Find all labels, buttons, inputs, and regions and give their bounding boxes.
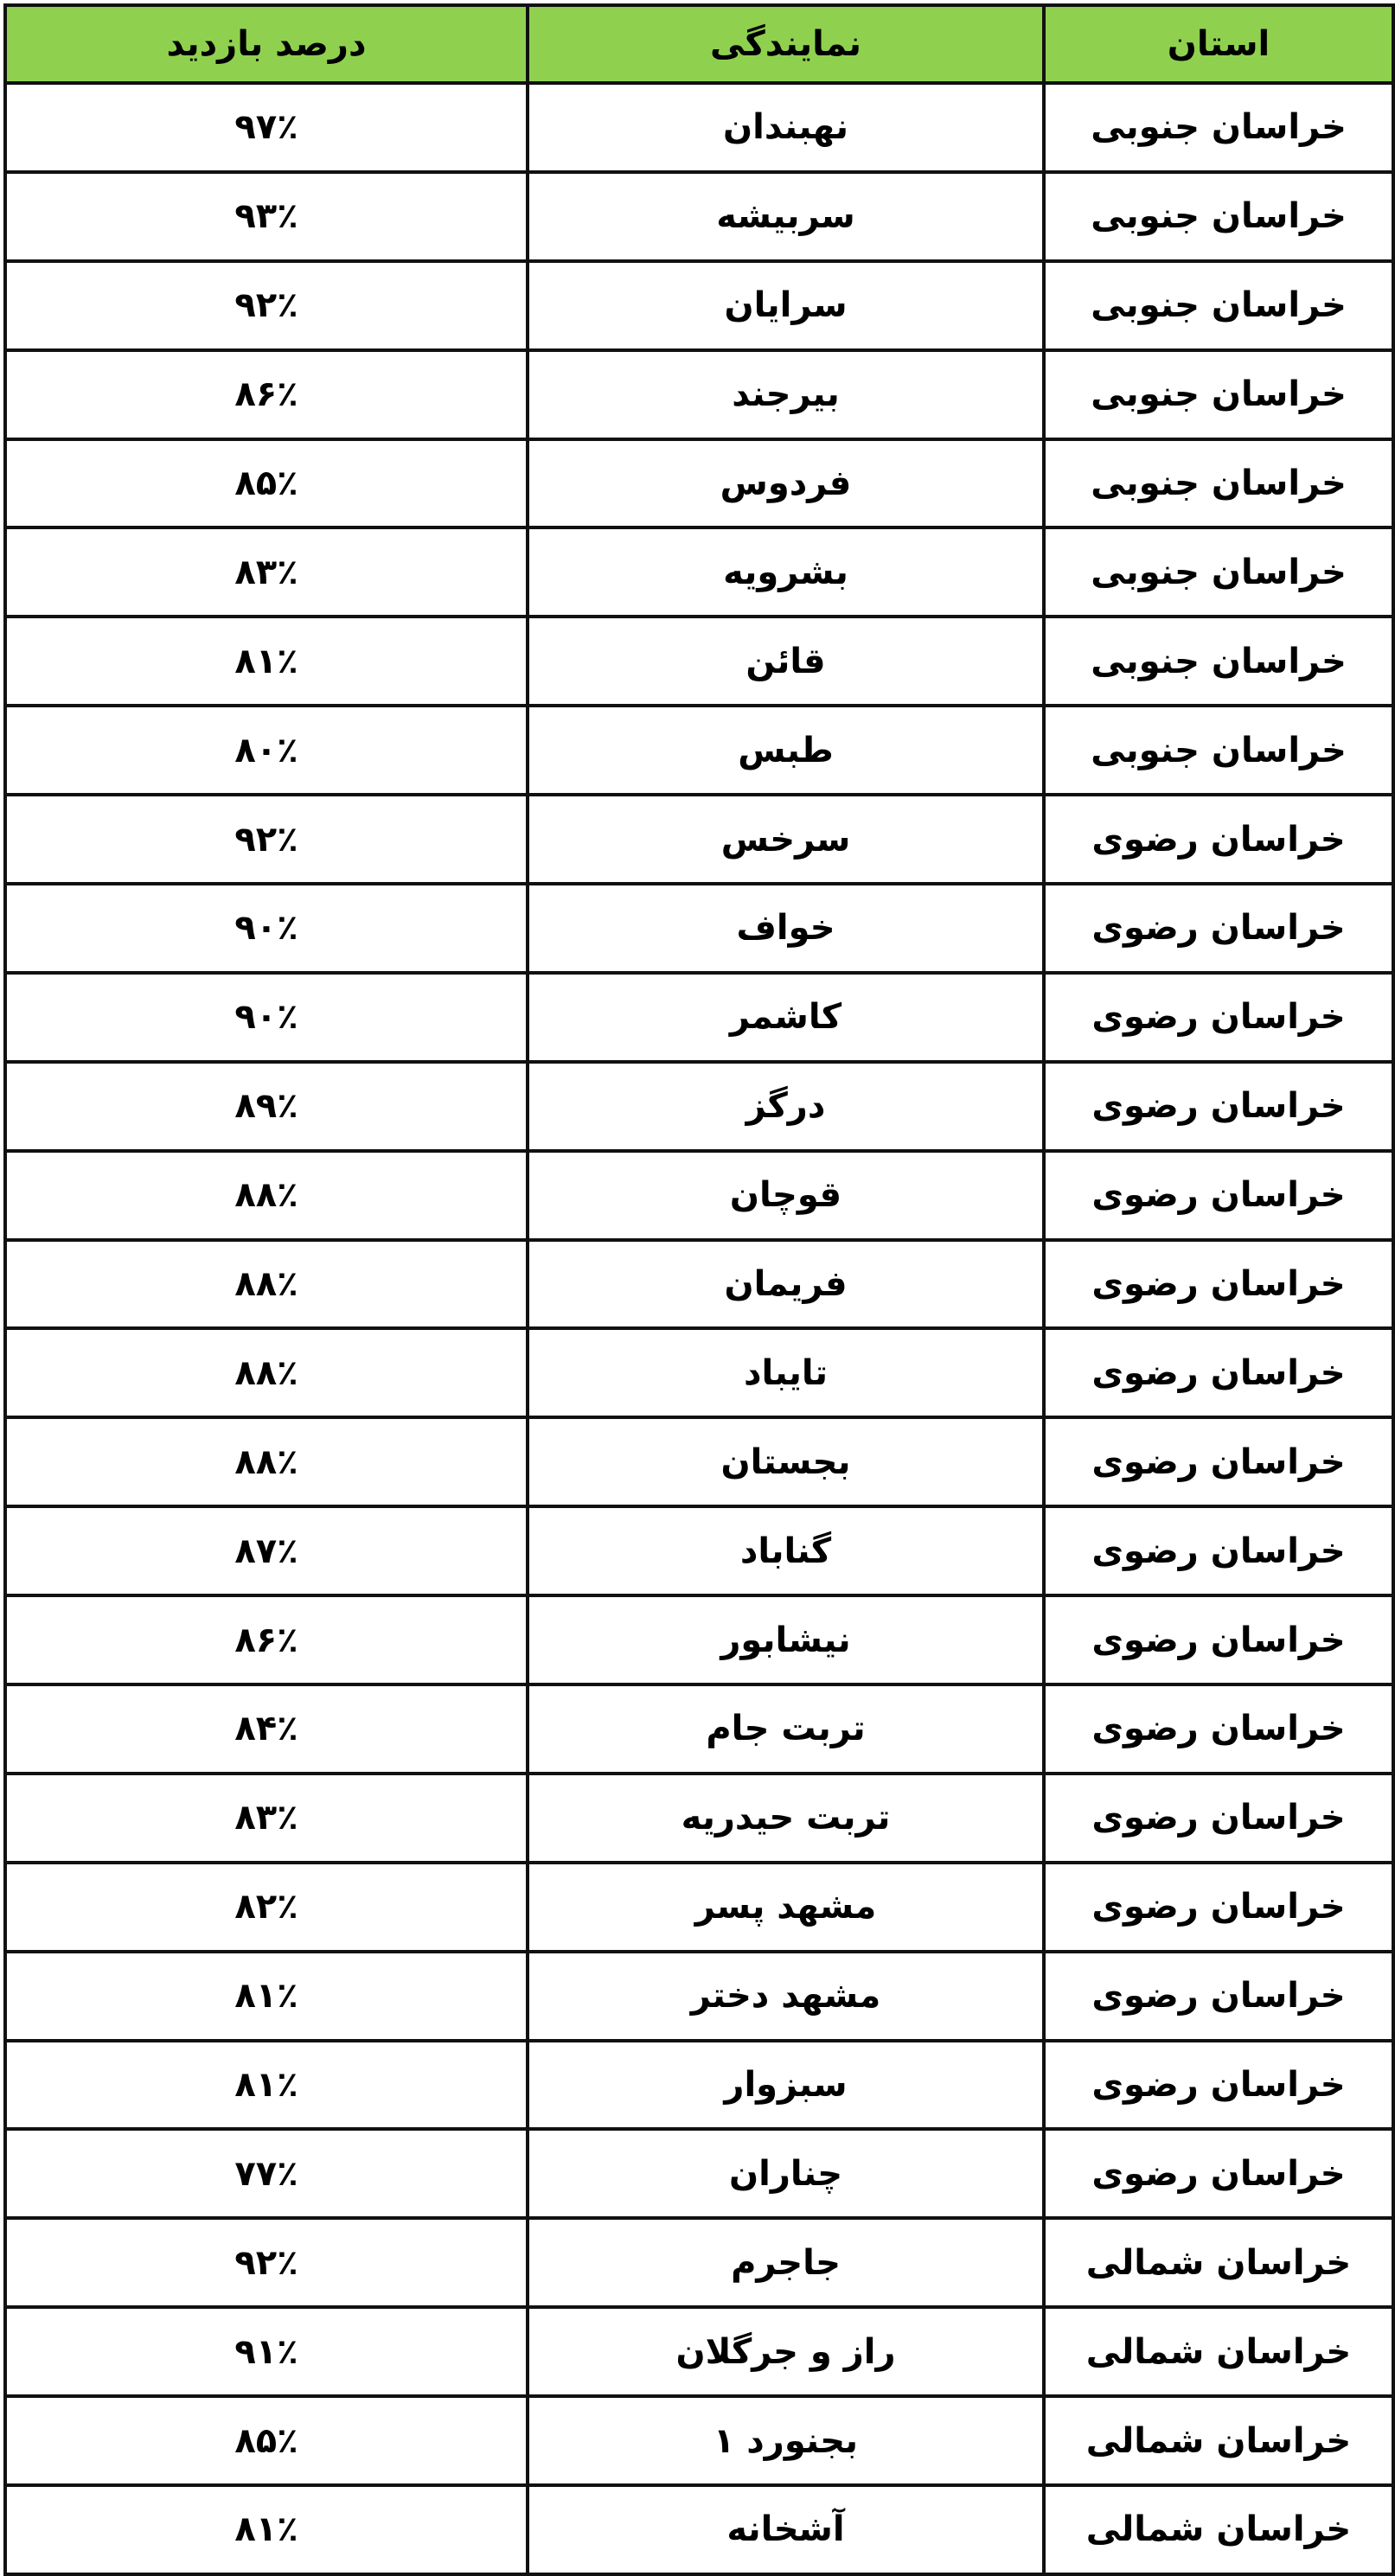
table-row [5, 1506, 1393, 1595]
agency-cell: تربت جام [528, 1684, 1044, 1774]
table-row [5, 973, 1393, 1062]
header-province: استان [1044, 5, 1393, 83]
visit-percent-cell: ۹۰٪ [5, 973, 528, 1062]
province-cell: خراسان جنوبی [1044, 439, 1393, 528]
visit-percent-cell: ۸۷٪ [5, 1506, 528, 1595]
table-row [5, 172, 1393, 261]
table-row [5, 1240, 1393, 1329]
agency-cell: درگز [528, 1062, 1044, 1151]
visit-percentage-sheet [3, 3, 1392, 2572]
table-row [5, 1595, 1393, 1684]
province-cell: خراسان جنوبی [1044, 83, 1393, 172]
visit-percent-cell: ۸۸٪ [5, 1417, 528, 1506]
province-cell: خراسان جنوبی [1044, 706, 1393, 795]
agency-cell: مشهد دختر [528, 1952, 1044, 2041]
province-cell: خراسان جنوبی [1044, 172, 1393, 261]
province-cell: خراسان رضوی [1044, 1328, 1393, 1417]
visit-percent-cell: ۸۶٪ [5, 1595, 528, 1684]
visit-percent-cell: ۸۵٪ [5, 2396, 528, 2485]
table-row [5, 261, 1393, 350]
visit-percent-cell: ۸۳٪ [5, 1774, 528, 1863]
agency-cell: سربیشه [528, 172, 1044, 261]
province-cell: خراسان رضوی [1044, 1506, 1393, 1595]
table-row [5, 2307, 1393, 2396]
visit-percentage-table [3, 3, 1395, 2576]
province-cell: خراسان رضوی [1044, 884, 1393, 973]
agency-cell: قائن [528, 617, 1044, 706]
visit-percent-cell: ۸۴٪ [5, 1684, 528, 1774]
table-row [5, 2485, 1393, 2574]
visit-percent-cell: ۸۱٪ [5, 2485, 528, 2574]
table-row [5, 439, 1393, 528]
visit-percent-cell: ۸۵٪ [5, 439, 528, 528]
table-body [5, 83, 1393, 2574]
agency-cell: سرایان [528, 261, 1044, 350]
visit-percent-cell: ۹۷٪ [5, 83, 528, 172]
province-cell: خراسان جنوبی [1044, 617, 1393, 706]
table-row [5, 350, 1393, 439]
province-cell: خراسان شمالی [1044, 2218, 1393, 2307]
province-cell: خراسان رضوی [1044, 1684, 1393, 1774]
province-cell: خراسان رضوی [1044, 1240, 1393, 1329]
province-cell: خراسان رضوی [1044, 2129, 1393, 2218]
province-cell: خراسان رضوی [1044, 1062, 1393, 1151]
table-row [5, 1863, 1393, 1952]
visit-percent-cell: ۸۸٪ [5, 1151, 528, 1240]
table-row [5, 884, 1393, 973]
agency-cell: خواف [528, 884, 1044, 973]
agency-cell: بیرجند [528, 350, 1044, 439]
agency-cell: سرخس [528, 795, 1044, 884]
visit-percent-cell: ۸۱٪ [5, 617, 528, 706]
agency-cell: نهبندان [528, 83, 1044, 172]
agency-cell: چناران [528, 2129, 1044, 2218]
province-cell: خراسان جنوبی [1044, 261, 1393, 350]
header-row [5, 5, 1393, 83]
agency-cell: مشهد پسر [528, 1863, 1044, 1952]
agency-cell: طبس [528, 706, 1044, 795]
province-cell: خراسان جنوبی [1044, 350, 1393, 439]
agency-cell: سبزوار [528, 2041, 1044, 2130]
visit-percent-cell: ۸۱٪ [5, 2041, 528, 2130]
agency-cell: نیشابور [528, 1595, 1044, 1684]
province-cell: خراسان رضوی [1044, 973, 1393, 1062]
header-percent: درصد بازدید [5, 5, 528, 83]
visit-percent-cell: ۸۸٪ [5, 1240, 528, 1329]
table-row [5, 1684, 1393, 1774]
table-row [5, 2218, 1393, 2307]
visit-percent-cell: ۸۰٪ [5, 706, 528, 795]
agency-cell: بجستان [528, 1417, 1044, 1506]
table-row [5, 1952, 1393, 2041]
province-cell: خراسان شمالی [1044, 2396, 1393, 2485]
agency-cell: تایباد [528, 1328, 1044, 1417]
table-row [5, 2129, 1393, 2218]
province-cell: خراسان رضوی [1044, 1151, 1393, 1240]
table-row [5, 527, 1393, 617]
visit-percent-cell: ۹۲٪ [5, 261, 528, 350]
agency-cell: تربت حیدریه [528, 1774, 1044, 1863]
visit-percent-cell: ۹۲٪ [5, 795, 528, 884]
table-row [5, 1417, 1393, 1506]
province-cell: خراسان رضوی [1044, 1417, 1393, 1506]
table-row [5, 83, 1393, 172]
table-row [5, 1774, 1393, 1863]
agency-cell: جاجرم [528, 2218, 1044, 2307]
province-cell: خراسان رضوی [1044, 795, 1393, 884]
agency-cell: بشرویه [528, 527, 1044, 617]
visit-percent-cell: ۹۱٪ [5, 2307, 528, 2396]
province-cell: خراسان رضوی [1044, 2041, 1393, 2130]
table-row [5, 2041, 1393, 2130]
agency-cell: فریمان [528, 1240, 1044, 1329]
province-cell: خراسان رضوی [1044, 1863, 1393, 1952]
visit-percent-cell: ۸۸٪ [5, 1328, 528, 1417]
table-header [5, 5, 1393, 83]
agency-cell: راز و جرگلان [528, 2307, 1044, 2396]
table-row [5, 617, 1393, 706]
visit-percent-cell: ۹۲٪ [5, 2218, 528, 2307]
visit-percent-cell: ۸۳٪ [5, 527, 528, 617]
visit-percent-cell: ۷۷٪ [5, 2129, 528, 2218]
visit-percent-cell: ۹۳٪ [5, 172, 528, 261]
province-cell: خراسان رضوی [1044, 1595, 1393, 1684]
agency-cell: قوچان [528, 1151, 1044, 1240]
table-row [5, 706, 1393, 795]
agency-cell: گناباد [528, 1506, 1044, 1595]
agency-cell: کاشمر [528, 973, 1044, 1062]
visit-percent-cell: ۹۰٪ [5, 884, 528, 973]
visit-percent-cell: ۸۶٪ [5, 350, 528, 439]
table-row [5, 1151, 1393, 1240]
agency-cell: بجنورد ۱ [528, 2396, 1044, 2485]
visit-percent-cell: ۸۱٪ [5, 1952, 528, 2041]
province-cell: خراسان شمالی [1044, 2307, 1393, 2396]
agency-cell: فردوس [528, 439, 1044, 528]
table-row [5, 2396, 1393, 2485]
visit-percent-cell: ۸۲٪ [5, 1863, 528, 1952]
province-cell: خراسان شمالی [1044, 2485, 1393, 2574]
province-cell: خراسان جنوبی [1044, 527, 1393, 617]
table-row [5, 1328, 1393, 1417]
visit-percent-cell: ۸۹٪ [5, 1062, 528, 1151]
agency-cell: آشخانه [528, 2485, 1044, 2574]
table-row [5, 1062, 1393, 1151]
table-row [5, 795, 1393, 884]
province-cell: خراسان رضوی [1044, 1952, 1393, 2041]
province-cell: خراسان رضوی [1044, 1774, 1393, 1863]
header-agency: نمایندگی [528, 5, 1044, 83]
